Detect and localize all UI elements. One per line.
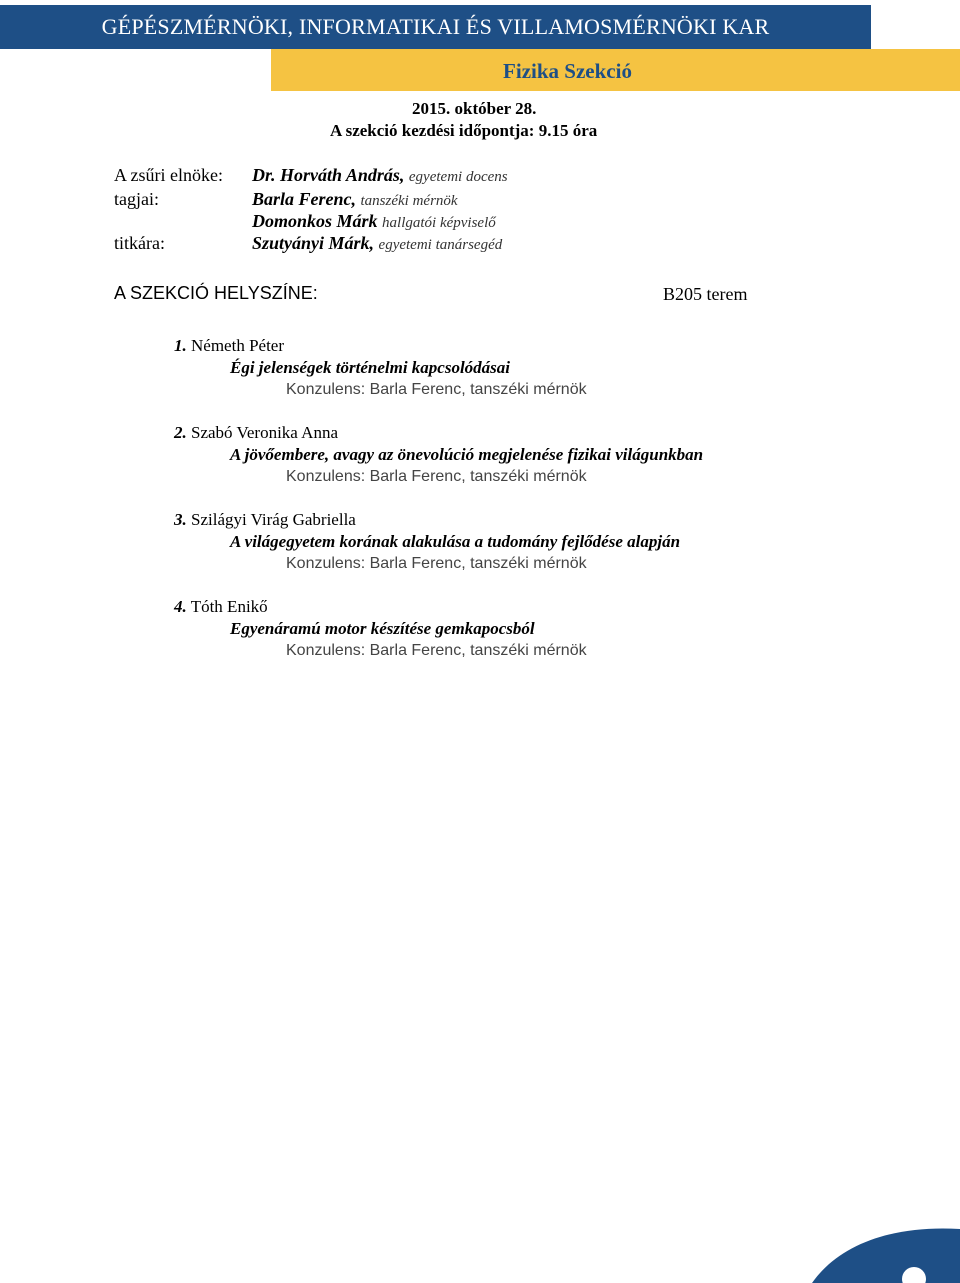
session-start-time: A szekció kezdési időpontja: 9.15 óra (330, 121, 598, 140)
faculty-header: GÉPÉSZMÉRNÖKI, INFORMATIKAI ÉS VILLAMOSMÉRNÖKI KAR (0, 5, 871, 49)
section-title: Fizika Szekció (271, 49, 960, 91)
jury-member-title: tanszéki mérnök (360, 193, 458, 209)
jury-chair-name: Dr. Horváth András, (252, 165, 405, 185)
jury-member-row (114, 189, 458, 210)
session-date: 2015. október 28. (412, 99, 537, 118)
jury-member-name: Domonkos Márk (252, 211, 378, 231)
presentation-entry (174, 509, 934, 574)
location-value: B205 terem (663, 284, 748, 304)
jury-chair-row (114, 165, 508, 186)
jury-secretary-name: Szutyányi Márk, (252, 233, 375, 253)
entry-author: Szilágyi Virág Gabriella (191, 510, 356, 529)
university-logo-icon (800, 1213, 960, 1283)
jury-member-title: hallgatói képviselő (382, 215, 496, 231)
presentation-entry (174, 335, 934, 400)
entry-title: Égi jelenségek történelmi kapcsolódásai (230, 358, 511, 377)
entry-consultant: Konzulens: Barla Ferenc, tanszéki mérnök (286, 468, 587, 485)
entry-author-line (174, 422, 934, 444)
entry-number: 2. (174, 423, 187, 442)
presentation-entry (174, 422, 934, 487)
jury-members-label: tagjai: (114, 189, 159, 209)
jury-member-name: Barla Ferenc, (252, 189, 357, 209)
jury-secretary-row (114, 233, 502, 254)
entry-author-line (174, 509, 934, 531)
entry-author: Németh Péter (191, 336, 284, 355)
entry-title: A világegyetem korának alakulása a tudomány fejlődése alapján (230, 532, 681, 551)
entry-number: 3. (174, 510, 187, 529)
presentation-entry (174, 596, 934, 661)
entry-title: Egyenáramú motor készítése gemkapocsból (230, 619, 535, 638)
entry-number: 1. (174, 336, 187, 355)
entry-consultant: Konzulens: Barla Ferenc, tanszéki mérnök (286, 642, 587, 659)
entry-author: Szabó Veronika Anna (191, 423, 338, 442)
jury-chair-label: A zsűri elnöke: (114, 165, 223, 185)
entry-author: Tóth Enikő (190, 597, 268, 616)
jury-secretary-label: titkára: (114, 233, 165, 253)
jury-chair-title: egyetemi docens (408, 169, 508, 185)
entry-author-line (174, 596, 934, 618)
location-label: A SZEKCIÓ HELYSZÍNE: (114, 283, 318, 303)
entry-consultant: Konzulens: Barla Ferenc, tanszéki mérnök (286, 381, 587, 398)
entry-number: 4. (174, 597, 187, 616)
jury-secretary-title: egyetemi tanársegéd (378, 237, 503, 253)
entry-author-line (174, 335, 934, 357)
entry-consultant: Konzulens: Barla Ferenc, tanszéki mérnök (286, 555, 587, 572)
entry-title: A jövőembere, avagy az önevolúció megjelenése fizikai világunkban (230, 445, 704, 464)
jury-member-row (114, 211, 496, 232)
